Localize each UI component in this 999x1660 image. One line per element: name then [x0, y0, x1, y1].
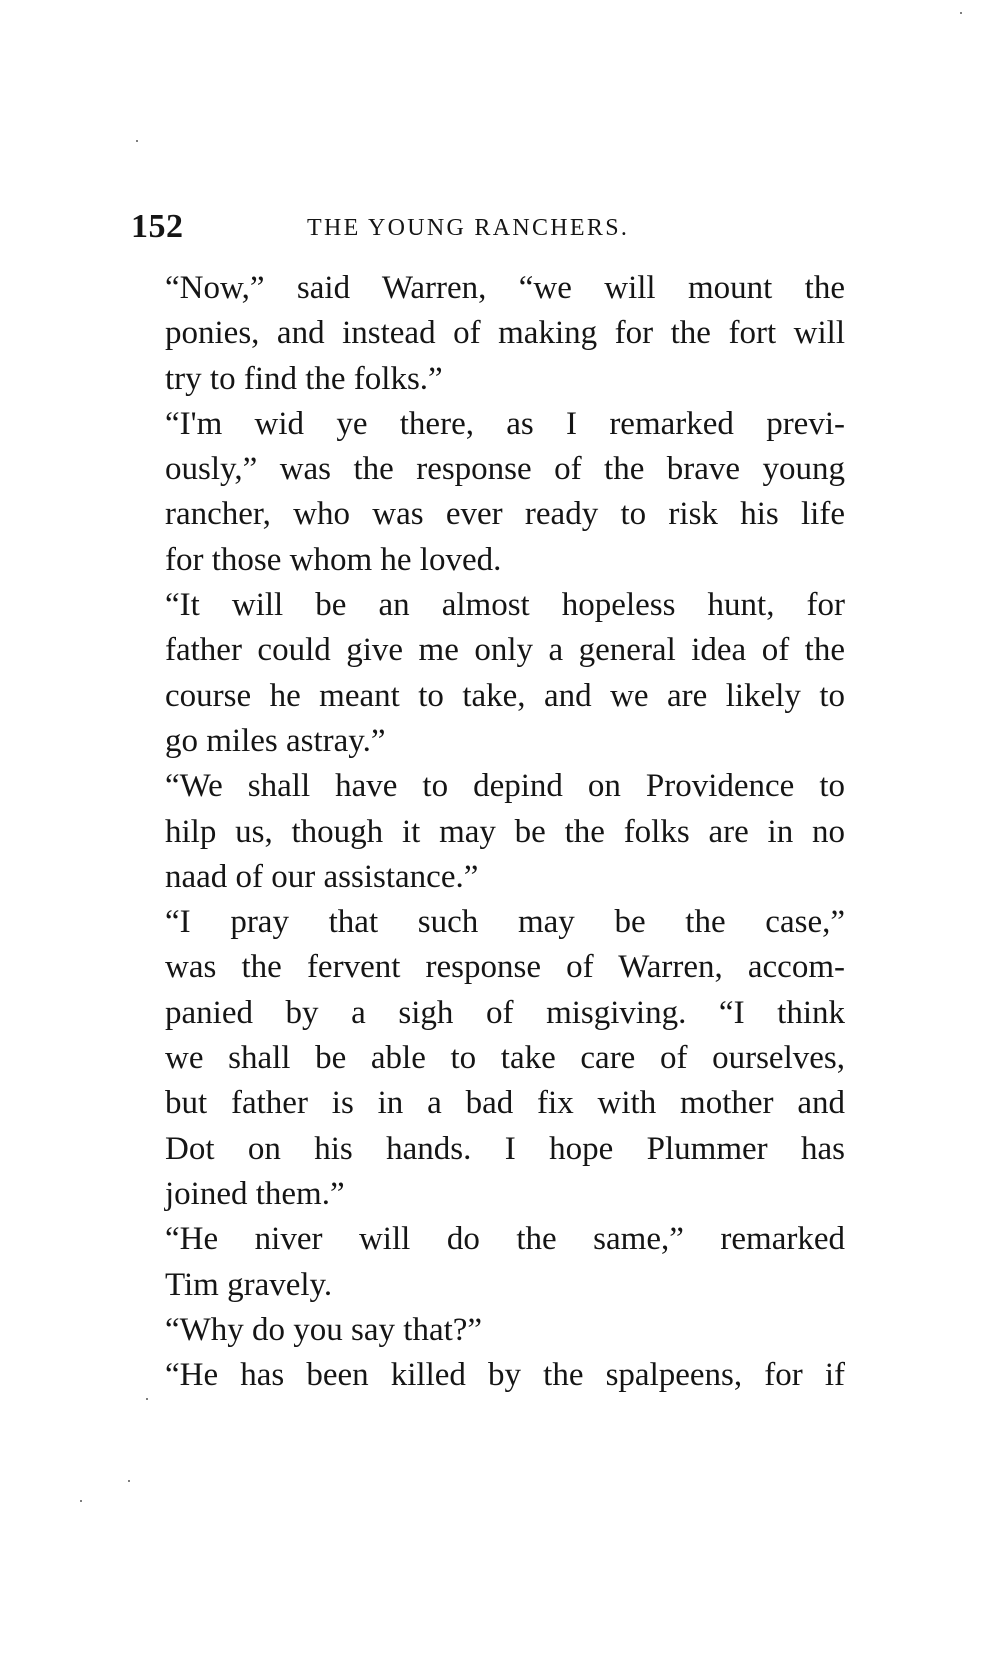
text-line: naad of our assistance.”: [165, 858, 479, 895]
scan-speck: [146, 1398, 148, 1400]
text-line: Tim gravely.: [165, 1266, 333, 1303]
paragraph: [131, 1217, 845, 1308]
text-line: joined them.”: [165, 1175, 345, 1212]
scan-speck: [136, 140, 138, 142]
body-text: [131, 266, 845, 1398]
scan-speck: [960, 12, 962, 14]
paragraph: [131, 583, 845, 764]
text-line: Dot on his hands. I hope Plummer has: [165, 1130, 845, 1167]
text-line: “We shall have to depind on Providence to: [165, 768, 845, 805]
text-line: try to find the folks.”: [165, 360, 443, 397]
text-line: but father is in a bad fix with mother and: [165, 1085, 845, 1122]
paragraph: [131, 266, 845, 402]
text-line: ponies, and instead of making for the fort will: [165, 315, 845, 352]
paragraph: [131, 764, 845, 900]
paragraph: [131, 900, 845, 1217]
running-title: THE YOUNG RANCHERS.: [307, 215, 630, 241]
text-line: ously,” was the response of the brave young: [165, 451, 845, 488]
text-line: “He has been killed by the spalpeens, for if: [165, 1357, 845, 1394]
text-line: “It will be an almost hopeless hunt, for: [165, 587, 845, 624]
text-line: “I pray that such may be the case,”: [165, 904, 845, 941]
text-line: “I'm wid ye there, as I remarked previ-: [165, 405, 845, 442]
scan-speck: [128, 1480, 130, 1482]
text-line: “He niver will do the same,” remarked: [165, 1221, 845, 1258]
text-line: for those whom he loved.: [165, 541, 502, 578]
paragraph: [131, 1308, 845, 1353]
page-number: 152: [131, 208, 184, 245]
page-header: [131, 208, 676, 256]
text-line: we shall be able to take care of ourselves,: [165, 1040, 845, 1077]
paragraph: [131, 402, 845, 583]
text-line: go miles astray.”: [165, 722, 386, 759]
paragraph: [131, 1353, 845, 1398]
text-line: “Now,” said Warren, “we will mount the: [165, 270, 845, 306]
text-line: “Why do you say that?”: [165, 1311, 483, 1348]
text-line: rancher, who was ever ready to risk his life: [165, 496, 845, 533]
text-line: course he meant to take, and we are likely to: [165, 677, 845, 714]
text-line: was the fervent response of Warren, accom-: [165, 949, 845, 986]
text-line: father could give me only a general idea of the: [165, 632, 845, 669]
scan-speck: [80, 1500, 82, 1502]
text-line: panied by a sigh of misgiving. “I think: [165, 994, 845, 1031]
text-line: hilp us, though it may be the folks are in no: [165, 813, 845, 850]
